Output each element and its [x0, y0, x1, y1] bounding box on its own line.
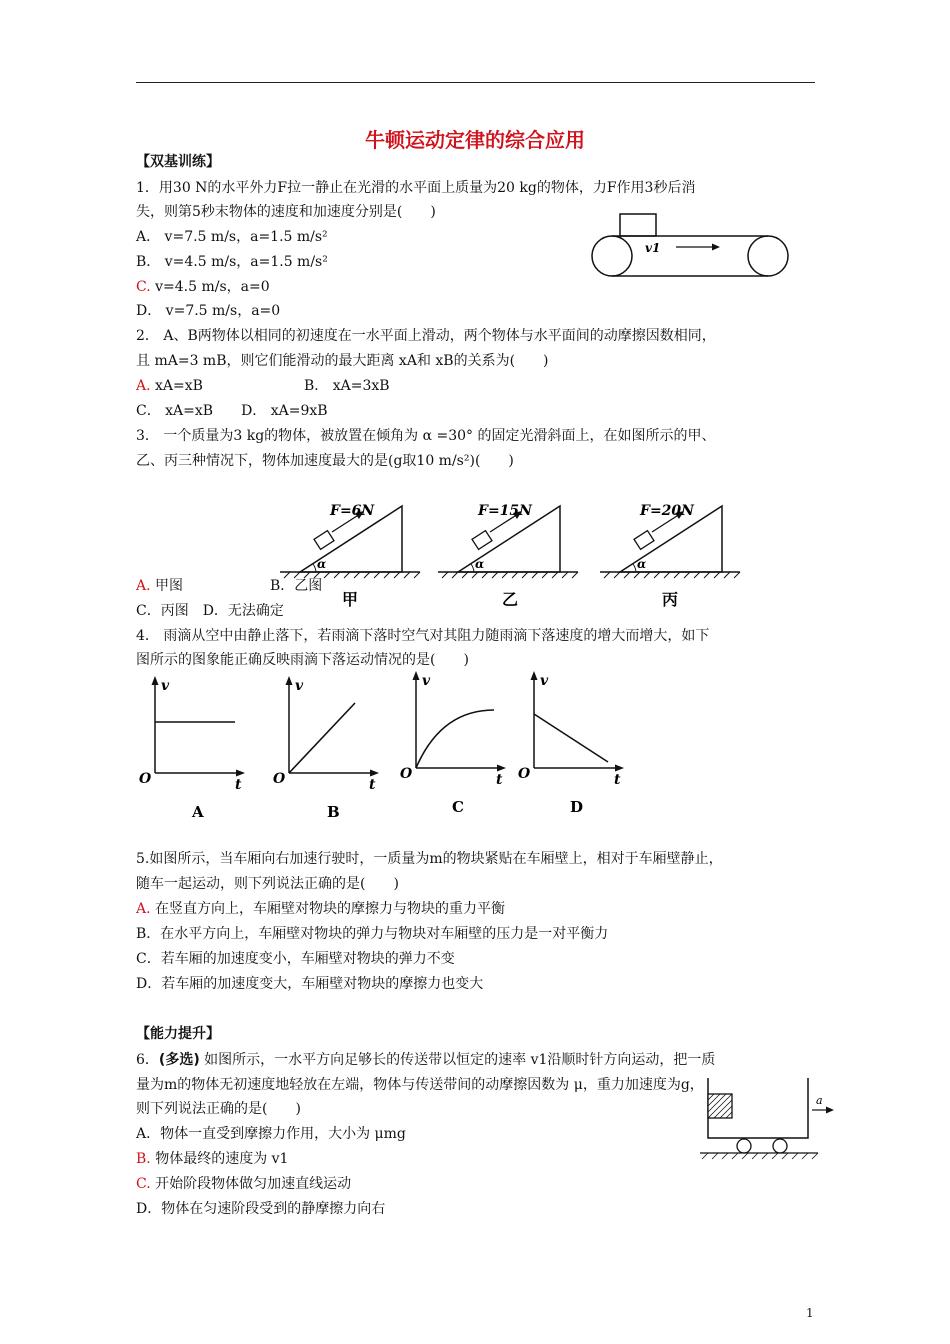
belt-right-roller	[748, 236, 788, 276]
q1-answer-c: C.	[136, 279, 151, 295]
q2-option-a	[136, 377, 203, 395]
q1-line1: 1．用30 N的水平外力F拉一静止在光滑的水平面上质量为20 kg的物体，力F作用3秒后消	[136, 180, 696, 196]
incline-label-jia: 甲	[342, 590, 359, 609]
incline-figure-yi	[438, 498, 583, 608]
header-rule	[136, 82, 815, 83]
vt-origin-c: O	[400, 766, 413, 782]
belt-left-roller	[592, 236, 632, 276]
vt-graph-a	[135, 675, 250, 825]
cart-accel-label: a	[816, 1094, 823, 1107]
vt-label-b: B	[327, 803, 340, 821]
q2-answer-a: A.	[136, 378, 151, 394]
vt-axis-v-a: v	[161, 678, 170, 694]
vt-graph-c	[396, 670, 511, 820]
q6-line3: 则下列说法正确的是( )	[136, 1101, 301, 1117]
belt-arrow-head	[712, 244, 720, 251]
page-number: 1	[806, 1306, 814, 1320]
vt-graph-b	[269, 675, 384, 825]
vt-axis-v-d: v	[540, 673, 549, 689]
q5-option-d: D．若车厢的加速度变大，车厢壁对物块的摩擦力也变大	[136, 976, 484, 992]
cart-figure	[700, 1076, 840, 1166]
vt-origin-b: O	[273, 771, 286, 787]
incline-figure-bing	[600, 498, 745, 608]
vt-axis-t-b: t	[369, 777, 376, 793]
q6-answer-b: B.	[136, 1151, 151, 1167]
q3-option-b: B．乙图	[270, 578, 323, 594]
q6-number: 6．	[136, 1052, 159, 1068]
q5-line2: 随车一起运动，则下列说法正确的是( )	[136, 876, 399, 892]
incline-force-bing: F=20N	[640, 503, 694, 519]
vt-label-a: A	[192, 803, 204, 821]
page-title: 牛顿运动定律的综合应用	[365, 128, 585, 152]
vt-origin-a: O	[139, 771, 152, 787]
q6-line1-text: 如图所示，一水平方向足够长的传送带以恒定的速率 v1沿顺时针方向运动，把一质	[199, 1052, 716, 1068]
q5-option-c: C．若车厢的加速度变小，车厢壁对物块的弹力不变	[136, 951, 455, 967]
vt-axis-v-b: v	[295, 678, 304, 694]
q6-option-c	[136, 1175, 351, 1193]
q6-option-b-text: 物体最终的速度为 v1	[150, 1151, 289, 1167]
vt-axis-t-a: t	[235, 777, 242, 793]
section-basic: 【双基训练】	[136, 154, 220, 170]
vt-line-d	[534, 714, 608, 762]
q4-line1: 4． 雨滴从空中由静止落下，若雨滴下落时空气对其阻力随雨滴下落速度的增大而增大，如下	[136, 628, 710, 644]
q1-option-a: A． v=7.5 m/s，a=1.5 m/s²	[136, 229, 328, 245]
q2-option-a-text: xA=xB	[150, 378, 203, 394]
incline-angle-bing: α	[637, 557, 647, 571]
q2-line2: 且 mA=3 mB，则它们能滑动的最大距离 xA和 xB的关系为( )	[136, 353, 549, 369]
vt-axis-t-d: t	[614, 772, 621, 788]
q1-option-c-text: v=4.5 m/s，a=0	[150, 279, 270, 295]
q3-option-cd: C．丙图 D．无法确定	[136, 603, 284, 619]
q3-option-a-text: 甲图	[150, 578, 184, 594]
q1-option-b: B． v=4.5 m/s，a=1.5 m/s²	[136, 254, 328, 270]
vt-graph-d	[514, 670, 629, 820]
q1-option-d: D． v=7.5 m/s，a=0	[136, 303, 281, 319]
q2-option-cd: C． xA=xB D． xA=9xB	[136, 403, 328, 419]
belt-velocity-label: v1	[645, 241, 661, 255]
incline-label-yi: 乙	[502, 590, 519, 609]
incline-label-bing: 丙	[662, 590, 679, 609]
q4-line2: 图所示的图象能正确反映雨滴下落运动情况的是( )	[136, 652, 469, 668]
q6-option-d: D．物体在匀速阶段受到的静摩擦力向右	[136, 1201, 386, 1217]
q3-option-a	[136, 577, 183, 595]
q6-line1	[136, 1051, 715, 1069]
q3-line1: 3． 一个质量为3 kg的物体，被放置在倾角为 α =30° 的固定光滑斜面上，在如图所示的甲、	[136, 428, 716, 444]
q6-option-b	[136, 1150, 288, 1168]
vt-axis-v-c: v	[422, 673, 431, 689]
q5-answer-a: A.	[136, 901, 151, 917]
q6-option-c-text: 开始阶段物体做匀加速直线运动	[150, 1176, 352, 1192]
q5-line1: 5.如图所示，当车厢向右加速行驶时，一质量为m的物块紧贴在车厢壁上，相对于车厢壁静止，	[136, 851, 723, 867]
q3-answer-a: A.	[136, 578, 151, 594]
q5-option-b: B．在水平方向上，车厢壁对物块的弹力与物块对车厢壁的压力是一对平衡力	[136, 926, 609, 942]
incline-angle-jia: α	[317, 557, 327, 571]
vt-label-d: D	[570, 798, 584, 816]
incline-force-yi: F=15N	[478, 503, 532, 519]
conveyor-belt-figure	[590, 212, 790, 282]
section-advanced: 【能力提升】	[136, 1026, 220, 1042]
q6-line2: 量为m的物体无初速度地轻放在左端，物体与传送带间的动摩擦因数为 μ，重力加速度为g，	[136, 1077, 704, 1093]
q2-line1: 2． A、B两物体以相同的初速度在一水平面上滑动，两个物体与水平面间的动摩擦因数相同，	[136, 328, 716, 344]
q5-option-a-text: 在竖直方向上，车厢壁对物块的摩擦力与物块的重力平衡	[150, 901, 506, 917]
q6-option-a: A．物体一直受到摩擦力作用，大小为 μmg	[136, 1126, 406, 1142]
belt-block	[620, 214, 656, 236]
q1-line2: 失，则第5秒末物体的速度和加速度分别是( )	[136, 204, 436, 220]
vt-line-b	[289, 703, 355, 773]
vt-line-c	[416, 710, 494, 768]
q6-tag: (多选)	[158, 1052, 200, 1068]
incline-force-jia: F=6N	[330, 503, 375, 519]
vt-label-c: C	[452, 798, 464, 816]
q1-option-c	[136, 278, 270, 296]
q3-line2: 乙、丙三种情况下，物体加速度最大的是(g取10 m/s²)( )	[136, 453, 514, 469]
q6-answer-c: C.	[136, 1176, 151, 1192]
vt-origin-d: O	[518, 766, 531, 782]
q2-option-b: B． xA=3xB	[304, 378, 390, 394]
q5-option-a	[136, 900, 505, 918]
incline-angle-yi: α	[475, 557, 485, 571]
vt-axis-t-c: t	[496, 772, 503, 788]
